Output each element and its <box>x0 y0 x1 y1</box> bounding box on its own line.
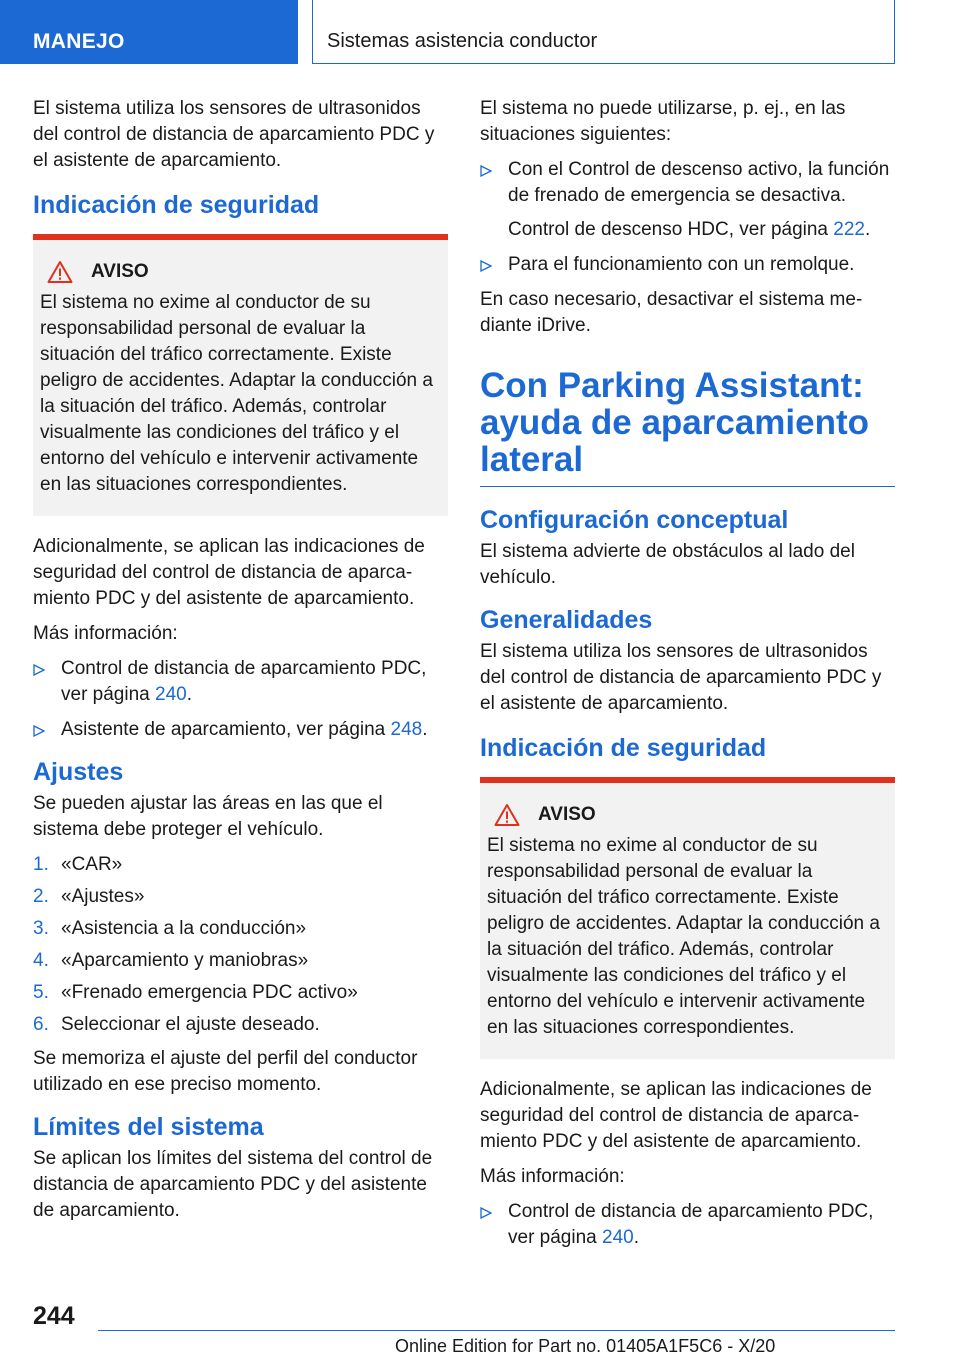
more-info-label: Más información: <box>480 1166 625 1187</box>
limits-text: Se aplican los límites del sistema del control de distancia de aparcamiento PDC y del asistente de aparcamiento. <box>33 1148 433 1221</box>
edition-text: Online Edition for Part no. 01405A1F5C6 - X/20 <box>395 1336 776 1356</box>
additional-text: Adicionalmente, se aplican las indicaciones de seguridad del control de distancia de aparcamiento PDC y del asistente de aparcamiento. <box>480 1079 872 1152</box>
main-heading: Con Parking Assistant: ayuda de aparcamiento lateral <box>480 367 895 487</box>
steps-list <box>33 852 448 1038</box>
additional-text: Adicionalmente, se aplican las indicaciones de seguridad del control de distancia de aparcamiento PDC y del asistente de aparcamiento. <box>33 536 425 609</box>
right-column <box>480 96 895 1260</box>
safety-heading: Indicación de seguridad <box>33 191 320 219</box>
concept-text: El sistema advierte de obstáculos al lado del vehículo. <box>480 541 855 588</box>
page-link[interactable]: 222 <box>833 219 865 240</box>
safety-heading: Indicación de seguridad <box>480 734 767 762</box>
warning-title: AVISO <box>538 804 596 825</box>
step-item: 3. «Asistencia a la conducción» <box>33 918 307 939</box>
triangle-bullet-icon <box>480 1207 492 1219</box>
info-list <box>480 1199 895 1251</box>
step-item: 6. Seleccionar el ajuste deseado. <box>33 1014 320 1035</box>
triangle-bullet-icon <box>480 165 492 177</box>
cannot-use-text: El sistema no puede utilizarse, p. ej., en las situaciones siguientes: <box>480 98 846 145</box>
general-text: El sistema utiliza los sensores de ultrasonidos del control de distancia de aparcamiento PDC y el asistente de aparcamiento. <box>480 641 882 714</box>
intro-text: El sistema utiliza los sensores de ultrasonidos del control de distancia de aparcamiento PDC y el asistente de aparcamiento. <box>33 98 435 171</box>
chapter-title: Sistemas asistencia conductor <box>327 30 598 52</box>
list-item: Para el funcionamiento con un remolque. <box>480 252 895 278</box>
page-link[interactable]: 240 <box>602 1227 634 1248</box>
warning-header <box>487 803 887 827</box>
step-item: 1. «CAR» <box>33 854 123 875</box>
triangle-bullet-icon <box>33 725 45 737</box>
warning-text: El sistema no exime al conductor de su responsabilidad personal de evaluar la situación del tráfico correctamente. Existe peligro de accidentes. Adaptar la conducción a la situación del tráfico. Además, controlar visualmente las condiciones del tráfico y el entorno del vehículo e intervenir activamente en las situaciones correspondientes. <box>40 292 433 495</box>
warning-box <box>480 777 895 1059</box>
step-item: 4. «Aparcamiento y maniobras» <box>33 950 309 971</box>
warning-box <box>33 234 448 516</box>
triangle-bullet-icon <box>480 260 492 272</box>
general-heading: Generalidades <box>480 606 653 634</box>
settings-heading: Ajustes <box>33 758 124 786</box>
section-title: MANEJO <box>33 30 125 53</box>
list-item: Control de distancia de aparcamiento PDC, ver página 240. <box>33 656 448 708</box>
step-item: 2. «Ajustes» <box>33 886 145 907</box>
page-link[interactable]: 248 <box>390 719 423 740</box>
step-item: 5. «Frenado emergencia PDC activo» <box>33 982 358 1003</box>
deactivate-text: En caso necesario, desactivar el sistema mediante iDrive. <box>480 289 863 336</box>
warning-title: AVISO <box>91 261 149 282</box>
memorized-text: Se memoriza el ajuste del perfil del conductor utilizado en ese preciso momento. <box>33 1048 418 1095</box>
chapter-tab <box>312 0 895 64</box>
list-item: Control de distancia de aparcamiento PDC, ver página 240. <box>480 1199 895 1251</box>
settings-text: Se pueden ajustar las áreas en las que el sistema debe proteger el vehículo. <box>33 793 383 840</box>
section-tab <box>0 0 298 64</box>
list-item: Con el Control de descenso activo, la función de frenado de emergencia se desactiva. Control de descenso HDC, ver página 222. <box>480 157 895 243</box>
situations-list <box>480 157 895 278</box>
more-info-label: Más información: <box>33 623 178 644</box>
sub-reference: Control de descenso HDC, ver página 222. <box>508 219 871 240</box>
page-link[interactable]: 240 <box>155 684 187 705</box>
warning-triangle-icon <box>47 260 73 284</box>
left-column <box>33 96 448 1233</box>
triangle-bullet-icon <box>33 664 45 676</box>
warning-header <box>40 260 440 284</box>
limits-heading: Límites del sistema <box>33 1113 264 1141</box>
footer-divider <box>98 1330 895 1331</box>
page-number: 244 <box>33 1302 75 1330</box>
list-item: Asistente de aparcamiento, ver página 248. <box>33 717 448 743</box>
warning-text: El sistema no exime al conductor de su responsabilidad personal de evaluar la situación del tráfico correctamente. Existe peligro de accidentes. Adaptar la conducción a la situación del tráfico. Además, controlar visualmente las condiciones del tráfico y el entorno del vehículo e intervenir activamente en las situaciones correspondientes. <box>487 835 880 1038</box>
concept-heading: Configuración conceptual <box>480 506 789 534</box>
info-list <box>33 656 448 743</box>
warning-triangle-icon <box>494 803 520 827</box>
